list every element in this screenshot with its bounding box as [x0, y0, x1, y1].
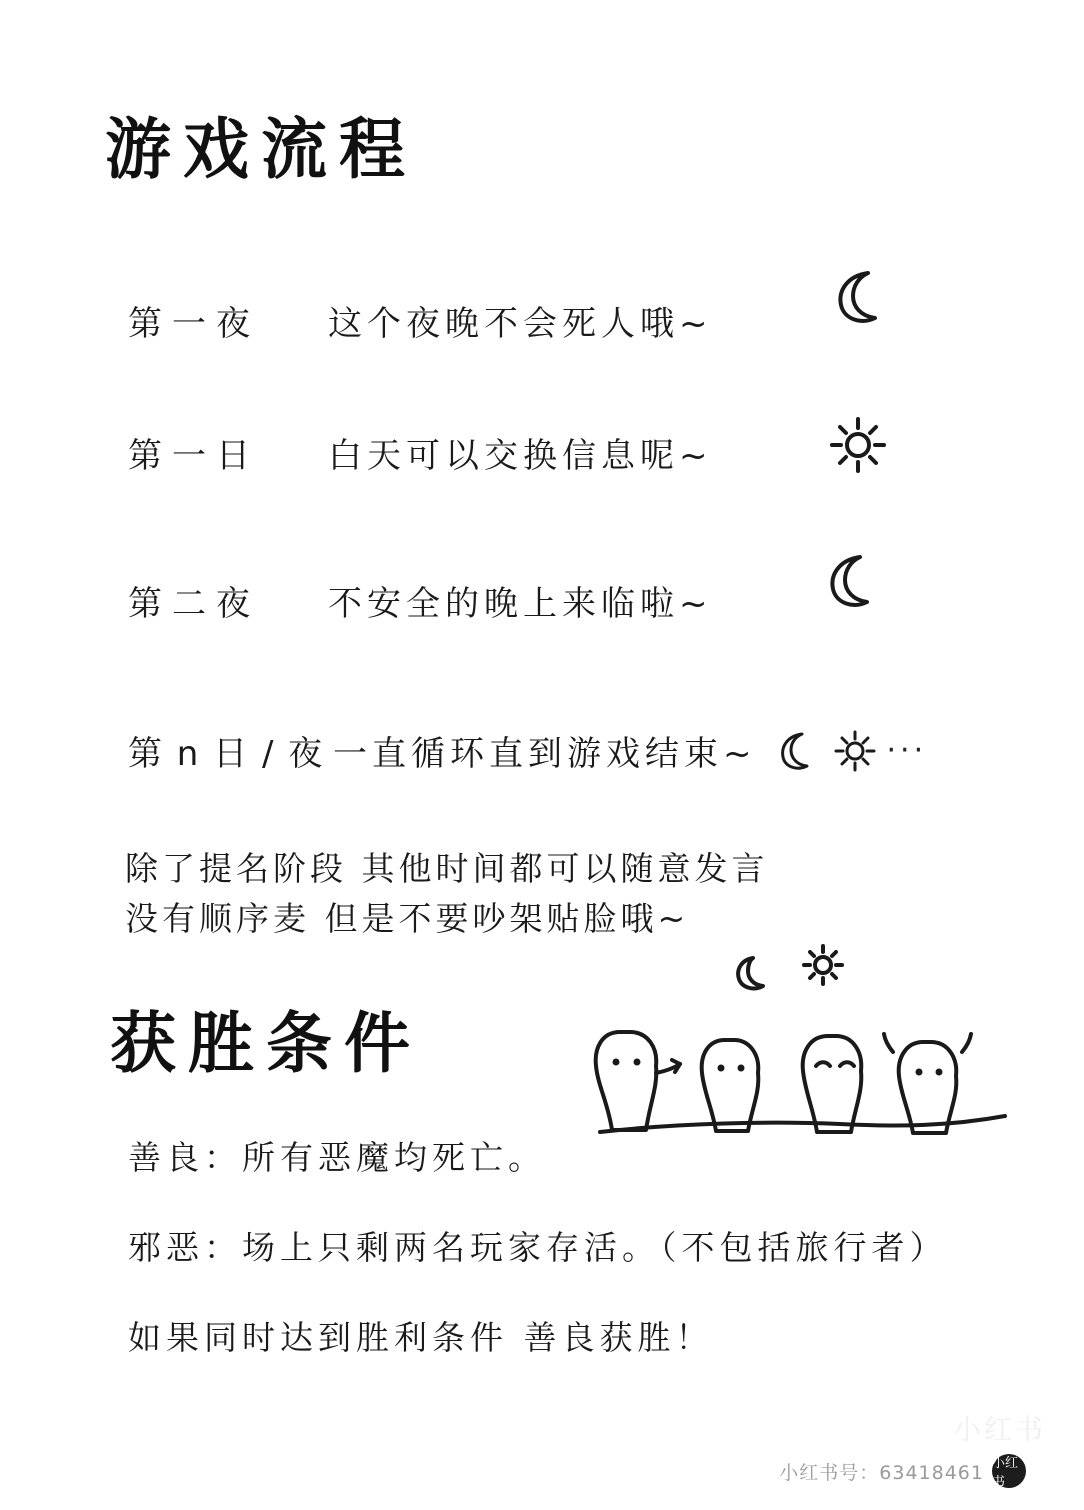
phase-row — [128, 726, 927, 775]
phase-row — [128, 428, 713, 477]
ellipsis-text: ··· — [886, 733, 928, 768]
phase-label: 第二夜 — [128, 584, 260, 624]
sun-icon — [828, 415, 888, 479]
note-line: 没有顺序麦 但是不要吵架贴脸哦~ — [125, 898, 690, 938]
phase-row — [128, 296, 713, 345]
phase-row — [128, 576, 713, 625]
page-title-win-conditions: 获胜条件 — [110, 1005, 422, 1082]
speaking-rules-note — [125, 845, 769, 945]
watermark-badge-icon — [992, 1454, 1026, 1488]
win-condition-tiebreak: 如果同时达到胜利条件 善良获胜！ — [128, 1318, 714, 1357]
phase-label: 第 n 日 / 夜 — [128, 734, 325, 774]
page-title-game-flow: 游戏流程 — [105, 111, 417, 188]
phase-text: 这个夜晚不会死人哦~ — [328, 304, 713, 344]
phase-text: 不安全的晚上来临啦~ — [328, 584, 713, 624]
moon-icon — [775, 730, 815, 772]
phase-text: 一直循环直到游戏结束~ — [333, 734, 757, 774]
characters-illustration — [590, 940, 1020, 1170]
note-line: 除了提名阶段 其他时间都可以随意发言 — [125, 849, 769, 888]
phase-label: 第一日 — [128, 436, 260, 476]
moon-icon — [830, 268, 886, 330]
watermark-text: 小红书号：63418461 — [779, 1461, 984, 1484]
phase-text: 白天可以交换信息呢~ — [328, 436, 713, 476]
watermark-badge-label: 小红书 — [992, 1456, 1019, 1490]
watermark-ghost: 小红书 — [952, 1413, 1046, 1446]
watermark — [779, 1454, 1026, 1488]
sun-icon — [833, 729, 877, 773]
win-condition-good: 善良：所有恶魔均死亡。 — [128, 1138, 546, 1177]
phase-label: 第一夜 — [128, 304, 260, 344]
moon-icon — [822, 552, 878, 614]
win-condition-evil: 邪恶：场上只剩两名玩家存活。（不包括旅行者） — [128, 1228, 948, 1267]
